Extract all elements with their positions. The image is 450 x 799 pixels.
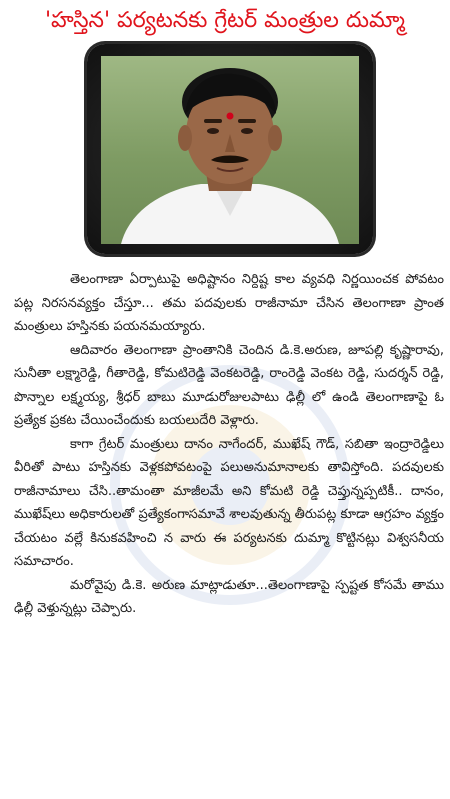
photo-frame	[87, 44, 373, 254]
article-paragraph: మరోవైపు డి.కె. అరుణ మాట్లాడుతూ...తెలంగాణాపై స్పష్టత కోసమే తాము ఢిల్లీ వెళ్తున్నట్లు చెప్పారు.	[14, 577, 444, 616]
article-paragraph: తెలంగాణా ఏర్పాటుపై అధిష్టానం నిర్దిష్ట కాల వ్యవధి నిర్ణయించక పోవటం పట్ల నిరసనవ్యక్తం చేస్తూ... తమ పదవులకు రాజీనామా చేసిన తెలంగాణా ప్రాంత మంత్రులు హస్తినకు పయనమయ్యారు.	[14, 272, 444, 334]
article-headline: 'హస్తిన' పర్యటనకు గ్రేటర్ మంత్రుల దుమ్మా	[45, 8, 405, 33]
person-portrait-icon	[101, 56, 359, 244]
article-paragraph: కాగా గ్రేటర్ మంత్రులు దానం నాగేందర్, ముఖేష్ గౌడ్, సబితా ఇంద్రారెడ్డిలు వీరితో పాటు హస్తినకు వెళ్లకపోవటంపై పలుఅనుమానాలకు తావిస్తోంది. పదవులకు రాజీనామాలు చేసి..తామంతా మాజీలమే అని కోమటి రెడ్డి చెప్తున్నప్పటికీ.. దానం, ముఖేష్‌లు అధికారులతో ప్రత్యేకంగాసమావే శాలవుతున్న తీరుపట్ల కూడా ఆగ్రహం వ్యక్తం చేయటం వల్లే కినుకవహించి న వారు ఈ పర్యటనకు దుమ్మా కొట్టినట్లు విశ్వసనీయ సమాచారం.	[14, 436, 444, 569]
minister-portrait	[101, 56, 359, 244]
article-paragraph: ఆదివారం తెలంగాణా ప్రాంతానికి చెందిన డి.కె.అరుణ, జూపల్లి కృష్ణారావు, సునీతా లక్ష్మారెడ్డి, గీతారెడ్డి, కోమటిరెడ్డి వెంకటరెడ్డి, రాంరెడ్డి వెంకట రెడ్డి, సుదర్శన్ రెడ్డి, పొన్నాల లక్ష్మయ్య, శ్రీధర్ బాబు మూడురోజులపాటు ఢిల్లీ లో ఉండి తెలంగాణాపై ఓ ప్రత్యేక ప్రకట చేయించేందుకు బయలుదేరి వెళ్లారు.	[14, 342, 444, 428]
article-body	[14, 268, 444, 621]
